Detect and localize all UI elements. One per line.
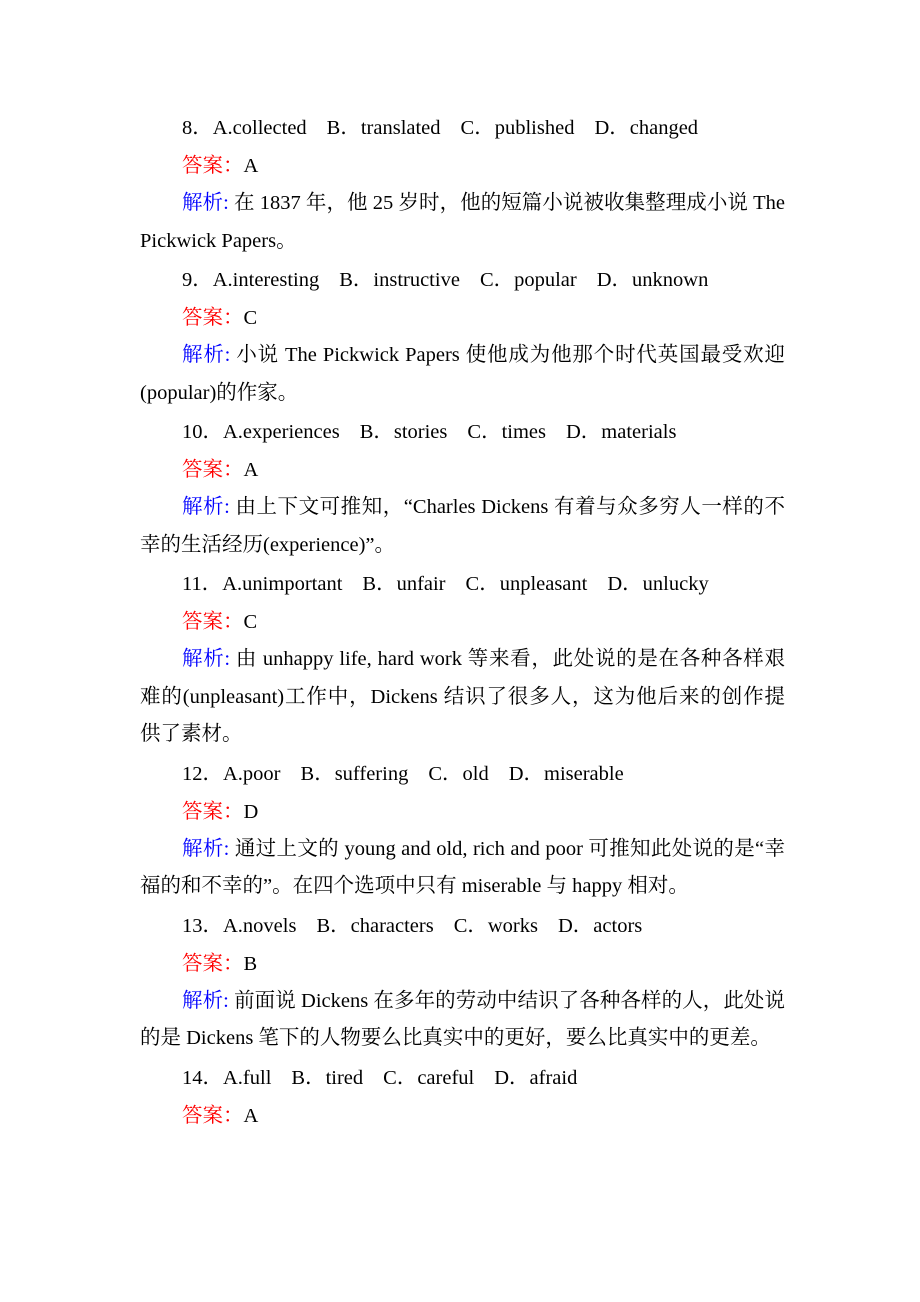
question-options xyxy=(140,1058,785,1098)
question-11 xyxy=(140,564,785,754)
question-8 xyxy=(140,108,785,260)
option-a: A.unimportant xyxy=(222,573,343,595)
option-b: B．instructive xyxy=(339,269,460,291)
analysis-label: 解析: xyxy=(182,496,236,518)
analysis-paragraph xyxy=(140,641,785,754)
option-d: D．afraid xyxy=(494,1066,578,1089)
option-b: B．suffering xyxy=(300,762,409,785)
answer-label: 答案： xyxy=(182,307,244,329)
analysis-paragraph xyxy=(140,489,785,564)
option-b: B．unfair xyxy=(362,573,446,595)
option-b: B．translated xyxy=(326,117,441,139)
analysis-paragraph xyxy=(140,831,785,906)
answer-label: 答案： xyxy=(182,800,244,823)
question-10 xyxy=(140,412,785,564)
question-options xyxy=(140,412,785,452)
option-c: C．unpleasant xyxy=(465,573,588,595)
question-number: 13． xyxy=(182,914,223,937)
option-c: C．works xyxy=(453,914,538,937)
answer-line xyxy=(140,148,785,185)
option-a: A.poor xyxy=(223,762,281,785)
question-options xyxy=(140,906,785,946)
answer-value: A xyxy=(243,155,259,177)
option-a: A.interesting xyxy=(212,269,320,291)
answer-label: 答案： xyxy=(182,155,244,177)
option-b: B．tired xyxy=(291,1066,364,1089)
analysis-label: 解析: xyxy=(182,344,237,366)
answer-value: C xyxy=(243,611,258,633)
answer-value: C xyxy=(243,307,258,329)
analysis-label: 解析: xyxy=(182,989,235,1012)
option-a: A.novels xyxy=(223,914,297,937)
option-a: A.collected xyxy=(212,117,307,139)
option-a: A.experiences xyxy=(223,421,340,443)
option-b: B．stories xyxy=(359,421,448,443)
question-options xyxy=(140,108,785,148)
answer-label: 答案： xyxy=(182,952,244,975)
option-d: D．materials xyxy=(565,421,677,443)
question-number: 14． xyxy=(182,1066,223,1089)
option-d: D．miserable xyxy=(508,762,624,785)
answer-value: A xyxy=(243,459,259,481)
answer-line xyxy=(140,794,785,831)
answer-line xyxy=(140,300,785,337)
question-number: 12． xyxy=(182,762,223,785)
answer-value: B xyxy=(243,952,258,975)
option-d: D．actors xyxy=(558,914,643,937)
analysis-label: 解析: xyxy=(182,192,234,214)
option-b: B．characters xyxy=(316,914,434,937)
answer-value: A xyxy=(243,1104,259,1127)
analysis-paragraph xyxy=(140,185,785,260)
analysis-text: 在 1837 年，他 25 岁时，他的短篇小说被收集整理成小说 The Pickwick Papers。 xyxy=(140,192,785,252)
question-9 xyxy=(140,260,785,412)
answer-line xyxy=(140,604,785,641)
question-12 xyxy=(140,754,785,906)
question-options xyxy=(140,754,785,794)
answer-label: 答案： xyxy=(182,611,244,633)
option-c: C．times xyxy=(467,421,546,443)
question-number: 9． xyxy=(182,269,213,291)
analysis-text: 由 unhappy life, hard work 等来看，此处说的是在各种各样艰难的(unpleasant)工作中，Dickens 结识了很多人，这为他后来的创作提供了素材。 xyxy=(140,648,785,745)
question-number: 11． xyxy=(182,573,223,595)
question-14 xyxy=(140,1058,785,1135)
question-13 xyxy=(140,906,785,1058)
option-d: D．changed xyxy=(594,117,699,139)
option-c: C．careful xyxy=(383,1066,475,1089)
question-number: 8． xyxy=(182,117,213,139)
option-a: A.full xyxy=(223,1066,272,1089)
analysis-text: 前面说 Dickens 在多年的劳动中结识了各种各样的人，此处说的是 Dickens 笔下的人物要么比真实中的更好，要么比真实中的更差。 xyxy=(140,989,785,1049)
document-page xyxy=(140,108,785,1135)
analysis-paragraph xyxy=(140,337,785,412)
answer-value: D xyxy=(243,800,259,823)
answer-label: 答案： xyxy=(182,459,244,481)
analysis-text: 通过上文的 young and old, rich and poor 可推知此处说的是“幸福的和不幸的”。在四个选项中只有 miserable 与 happy 相对。 xyxy=(140,837,785,897)
question-number: 10． xyxy=(182,421,223,443)
analysis-label: 解析: xyxy=(182,837,235,860)
analysis-text: 小说 The Pickwick Papers 使他成为他那个时代英国最受欢迎(popular)的作家。 xyxy=(140,344,785,404)
answer-line xyxy=(140,1098,785,1135)
question-options xyxy=(140,260,785,300)
analysis-paragraph xyxy=(140,983,785,1058)
option-d: D．unknown xyxy=(596,269,709,291)
option-c: C．published xyxy=(460,117,575,139)
analysis-label: 解析: xyxy=(182,648,236,670)
analysis-text: 由上下文可推知，“Charles Dickens 有着与众多穷人一样的不幸的生活经历(experience)”。 xyxy=(140,496,785,556)
option-c: C．old xyxy=(428,762,489,785)
question-options xyxy=(140,564,785,604)
answer-line xyxy=(140,946,785,983)
option-d: D．unlucky xyxy=(607,573,709,595)
answer-line xyxy=(140,452,785,489)
answer-label: 答案： xyxy=(182,1104,244,1127)
option-c: C．popular xyxy=(479,269,577,291)
